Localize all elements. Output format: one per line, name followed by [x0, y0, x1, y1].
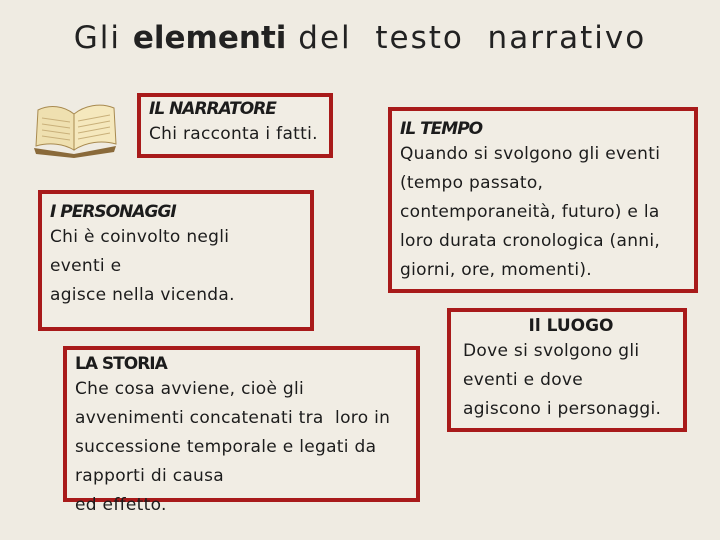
luogo-line: agiscono i personaggi. [463, 399, 662, 419]
luogo-heading: Il LUOGO [528, 316, 614, 336]
tempo-line: contemporaneità, futuro) e la [400, 202, 660, 222]
personaggi-heading: I PERSONAGGI [50, 202, 176, 222]
open-book-icon [30, 100, 120, 158]
luogo-box [447, 308, 687, 432]
personaggi-line: eventi e [50, 256, 122, 276]
narratore-line: Chi racconta i fatti. [149, 124, 318, 144]
narratore-box [137, 93, 333, 158]
storia-box [63, 346, 420, 515]
storia-line: successione temporale e legati da [75, 437, 377, 457]
tempo-line: giorni, ore, momenti). [400, 260, 592, 280]
storia-line: rapporti di causa [75, 466, 225, 486]
storia-heading: LA STORIA [75, 354, 167, 374]
title-part1: Gli [73, 20, 122, 56]
personaggi-box [38, 190, 314, 331]
title-part2: del testo narrativo [298, 20, 647, 56]
tempo-line: (tempo passato, [400, 173, 544, 193]
personaggi-line: Chi è coinvolto negli [50, 227, 230, 247]
storia-line: ed effetto. [75, 495, 167, 515]
personaggi-line: agisce nella vicenda. [50, 285, 235, 305]
tempo-heading: IL TEMPO [400, 119, 483, 139]
luogo-line: Dove si svolgono gli [463, 341, 640, 361]
tempo-line: loro durata cronologica (anni, [400, 231, 661, 251]
title-emphasis: elementi [132, 20, 287, 56]
tempo-box [388, 107, 698, 293]
page-title [0, 20, 720, 56]
tempo-line: Quando si svolgono gli eventi [400, 144, 661, 164]
storia-line: Che cosa avviene, cioè gli [75, 379, 305, 399]
storia-line: avvenimenti concatenati tra loro in [75, 408, 391, 428]
luogo-line: eventi e dove [463, 370, 584, 390]
narratore-heading: IL NARRATORE [149, 99, 276, 119]
